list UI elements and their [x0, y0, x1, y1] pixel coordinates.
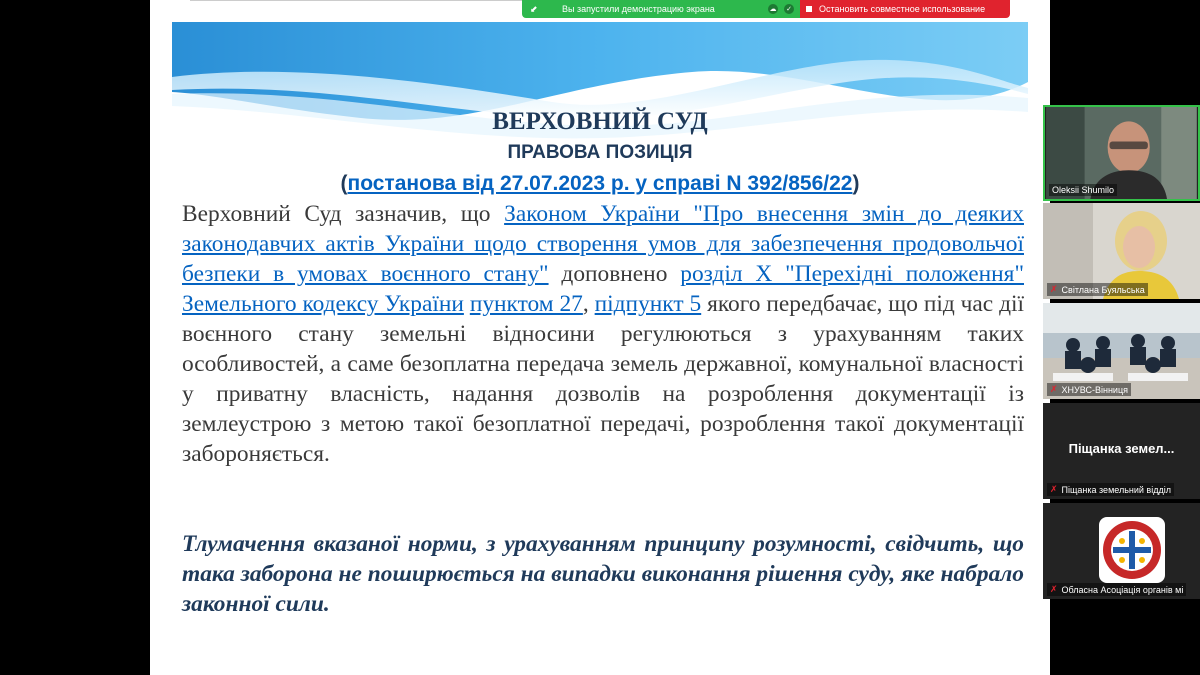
muted-mic-icon: ✗ — [1050, 284, 1058, 294]
participant-name — [1047, 383, 1131, 396]
presentation-slide — [172, 22, 1028, 662]
body-text-1: Верховний Суд зазначив, що — [182, 201, 505, 227]
share-status-text: Вы запустили демонстрацию экрана — [562, 4, 715, 14]
participant-name: Oleksii Shumilo — [1049, 184, 1117, 196]
shared-screen — [150, 0, 1050, 675]
stop-sharing-button[interactable] — [800, 0, 1010, 18]
ref-open-paren: ( — [340, 172, 348, 195]
ruling-link[interactable]: постанова від 27.07.2023 р. у справі N 392/856/22 — [347, 172, 853, 195]
body-text-4: , — [582, 291, 595, 317]
paragraph-27-link[interactable]: пунктом 27 — [469, 291, 583, 317]
land-code-section-link[interactable]: розділ X "Перехідні положення" Земельного кодексу України — [182, 261, 1024, 317]
participant-display-name: Піщанка земел... — [1068, 441, 1175, 456]
participant-tile[interactable] — [1043, 503, 1200, 599]
share-arrow-icon: ⬋ — [530, 3, 538, 14]
participant-name — [1047, 483, 1174, 496]
muted-mic-icon: ✗ — [1050, 584, 1058, 594]
muted-mic-icon: ✗ — [1050, 484, 1058, 494]
cloud-icon: ☁ — [769, 6, 777, 13]
participant-name-text: Обласна Асоціація органів мі — [1061, 584, 1184, 595]
body-text-2: доповнено — [548, 261, 681, 287]
slide-body-text — [182, 199, 1024, 469]
law-link[interactable]: Законом України "Про внесення змін до деяких законодавчих актів України щодо створення умов для забезпечення продовольчої безпеки в умовах воєнного стану" — [182, 201, 1024, 287]
stop-sharing-label: Остановить совместное использование — [819, 4, 986, 14]
participants-panel — [1043, 105, 1200, 605]
body-text-5: якого передбачає, що під час дії воєнного стану земельні відносини регулюються з урахуванням таких особливостей, а саме безоплатна передача земель державної, комунальної власності у приватну власність, надання дозволів на розроблення документації із землеустрою з метою такої безоплатної передачі, розроблення такої документації забороняється. — [182, 291, 1025, 467]
ref-close-paren: ) — [852, 172, 860, 195]
legal-position-heading: ПРАВОВА ПОЗИЦІЯ — [507, 142, 693, 163]
participant-tile[interactable] — [1043, 105, 1200, 201]
ruling-reference — [172, 172, 1028, 196]
subparagraph-5-link[interactable]: підпункт 5 — [594, 291, 702, 317]
participant-tile[interactable] — [1043, 303, 1200, 399]
shield-icon: ✓ — [784, 4, 794, 14]
participant-name-text: Піщанка земельний відділ — [1061, 484, 1171, 495]
participant-name-text: ХНУВС-Вінниця — [1061, 384, 1128, 395]
stop-icon — [806, 6, 812, 12]
muted-mic-icon: ✗ — [1050, 384, 1058, 394]
participant-tile[interactable] — [1043, 403, 1200, 499]
participant-name-text: Світлана Буяльська — [1061, 284, 1145, 295]
screen-share-bar — [522, 0, 1010, 18]
interpretation-text: Тлумачення вказаної норми, з урахуванням принципу розумності, свідчить, що така заборона не поширюється на випадки виконання рішення суду, яке набрало законної сили. — [182, 531, 1024, 617]
participant-name — [1047, 283, 1148, 296]
participant-name — [1047, 583, 1186, 596]
court-title: ВЕРХОВНИЙ СУД — [492, 108, 708, 135]
share-status[interactable] — [522, 0, 800, 18]
participant-tile[interactable] — [1043, 203, 1200, 299]
